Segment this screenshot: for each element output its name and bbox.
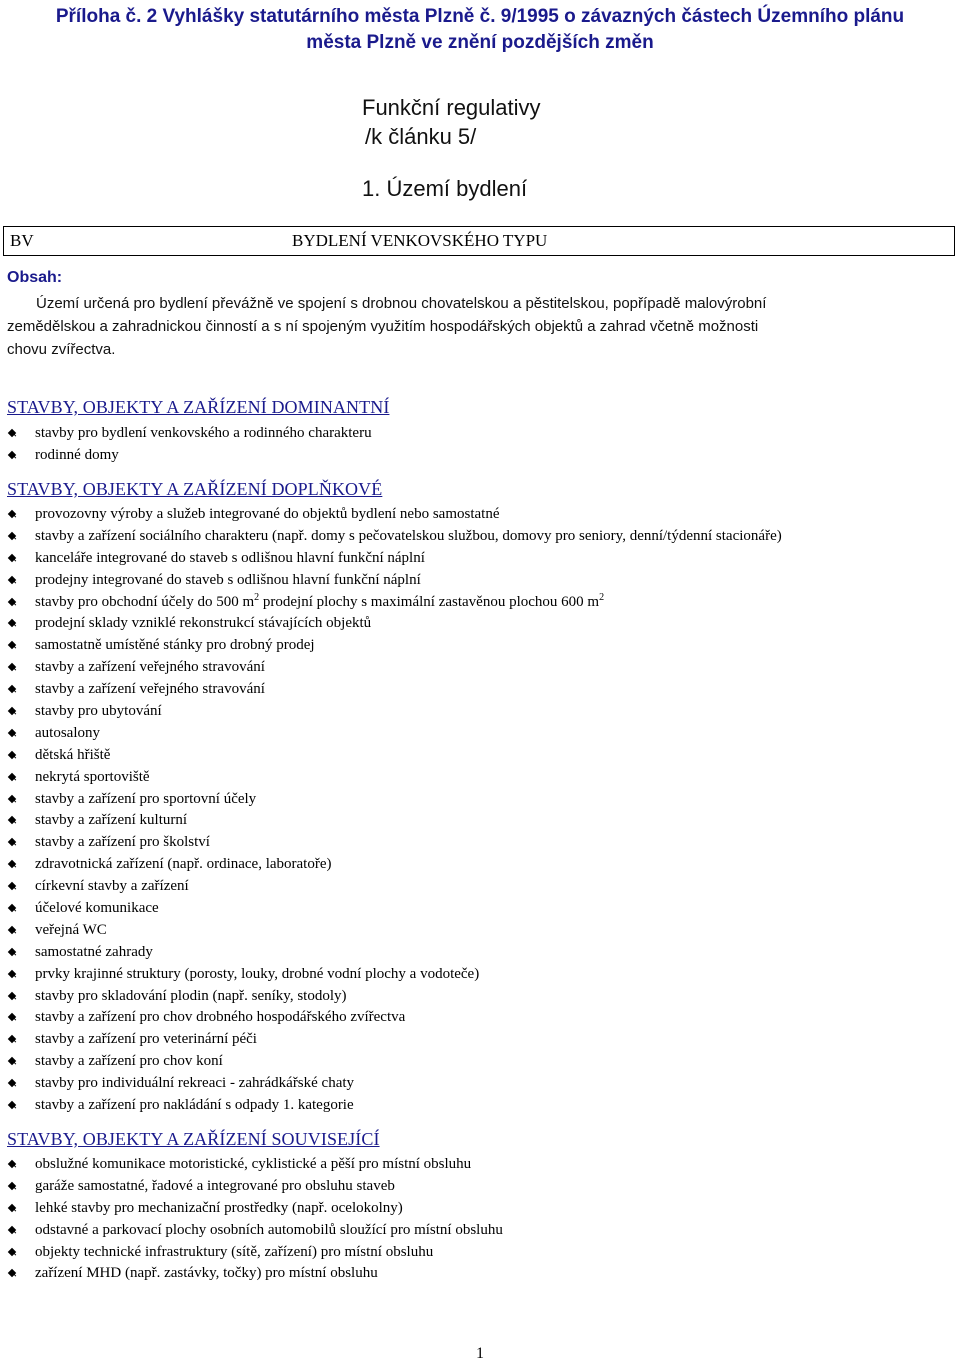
list-item-text: účelové komunikace bbox=[35, 900, 159, 917]
zone-title: BYDLENÍ VENKOVSKÉHO TYPU bbox=[292, 231, 548, 250]
list-item-text: veřejná WC bbox=[35, 921, 107, 938]
list-complementary bbox=[0, 504, 782, 1117]
document-header-line-2: města Plzně ve znění pozdějších změn bbox=[306, 32, 654, 53]
list-item-text: objekty technické infrastruktury (sítě, zařízení) pro místní obsluhu bbox=[35, 1243, 434, 1260]
list-item bbox=[0, 1154, 503, 1176]
list-item bbox=[0, 920, 782, 942]
superscript: 2 bbox=[599, 591, 605, 603]
list-item-text: autosalony bbox=[35, 724, 100, 741]
list-item-text: stavby pro ubytování bbox=[35, 703, 162, 720]
bullet-diamond-icon bbox=[8, 1057, 16, 1065]
list-item-text: stavby a zařízení veřejného stravování bbox=[35, 681, 265, 698]
list-item-text: odstavné a parkovací plochy osobních automobilů sloužící pro místní obsluhu bbox=[35, 1221, 503, 1238]
list-item bbox=[0, 657, 782, 679]
list-item bbox=[0, 423, 372, 445]
bullet-diamond-icon bbox=[8, 948, 16, 956]
list-item-text: stavby a zařízení veřejného stravování bbox=[35, 659, 265, 676]
bullet-diamond-icon bbox=[8, 510, 16, 518]
list-item-text: prodejní sklady vzniklé rekonstrukcí stávajících objektů bbox=[35, 615, 372, 632]
list-item bbox=[0, 445, 372, 467]
page-number: 1 bbox=[476, 1345, 484, 1362]
bullet-diamond-icon bbox=[8, 1269, 16, 1277]
list-item bbox=[0, 1073, 782, 1095]
list-item bbox=[0, 1029, 782, 1051]
list-item bbox=[0, 570, 782, 592]
bullet-diamond-icon bbox=[8, 926, 16, 934]
list-item bbox=[0, 745, 782, 767]
bullet-diamond-icon bbox=[8, 663, 16, 671]
list-item bbox=[0, 1176, 503, 1198]
list-item-text: stavby pro skladování plodin (např. seníky, stodoly) bbox=[35, 987, 347, 1004]
list-item-text: stavby a zařízení pro školství bbox=[35, 834, 210, 851]
bullet-diamond-icon bbox=[8, 619, 16, 627]
bullet-diamond-icon bbox=[8, 1101, 16, 1109]
list-item-text: stavby a zařízení sociálního charakteru (např. domy s pečovatelskou službou, domovy pro seniory, denní/týdenní stacionáře) bbox=[35, 527, 782, 544]
list-item bbox=[0, 986, 782, 1008]
subheading-regulativy: Funkční regulativy bbox=[362, 95, 541, 120]
bullet-diamond-icon bbox=[8, 429, 16, 437]
bullet-diamond-icon bbox=[8, 882, 16, 890]
list-item bbox=[0, 854, 782, 876]
list-item bbox=[0, 1051, 782, 1073]
bullet-diamond-icon bbox=[8, 575, 16, 583]
obsah-line-1: Území určená pro bydlení převážně ve spojení s drobnou chovatelskou a pěstitelskou, popřípadě malovýrobní bbox=[36, 295, 767, 312]
list-item-text: provozovny výroby a služeb integrované do objektů bydlení nebo samostatné bbox=[35, 506, 500, 522]
obsah-label: Obsah: bbox=[7, 269, 63, 286]
list-item bbox=[0, 810, 782, 832]
bullet-diamond-icon bbox=[8, 991, 16, 999]
list-item bbox=[0, 1263, 503, 1285]
bullet-diamond-icon bbox=[8, 838, 16, 846]
bullet-diamond-icon bbox=[8, 1204, 16, 1212]
subheading-territory: 1. Území bydlení bbox=[362, 176, 528, 201]
document-header-line-1: Příloha č. 2 Vyhlášky statutárního města Plzně č. 9/1995 o závazných částech Územního plánu bbox=[55, 6, 905, 27]
list-item-text: nekrytá sportoviště bbox=[35, 768, 150, 785]
list-item bbox=[0, 526, 782, 548]
list-item-text: samostatné zahrady bbox=[35, 943, 153, 960]
list-item bbox=[0, 942, 782, 964]
bullet-diamond-icon bbox=[8, 860, 16, 868]
list-item-text: církevní stavby a zařízení bbox=[35, 878, 189, 895]
bullet-diamond-icon bbox=[8, 451, 16, 459]
zone-code: BV bbox=[10, 231, 34, 250]
bullet-diamond-icon bbox=[8, 751, 16, 759]
list-item-text: samostatně umístěné stánky pro drobný prodej bbox=[35, 637, 315, 654]
list-item-text: lehké stavby pro mechanizační prostředky (např. ocelokolny) bbox=[35, 1199, 403, 1216]
list-item bbox=[0, 789, 782, 811]
list-item-text: stavby a zařízení kulturní bbox=[35, 812, 188, 829]
list-item bbox=[0, 876, 782, 898]
bullet-diamond-icon bbox=[8, 1013, 16, 1021]
list-item bbox=[0, 548, 782, 570]
bullet-diamond-icon bbox=[8, 816, 16, 824]
bullet-diamond-icon bbox=[8, 1225, 16, 1233]
list-item-text: stavby a zařízení pro sportovní účely bbox=[35, 790, 257, 807]
list-item bbox=[0, 504, 782, 526]
bullet-diamond-icon bbox=[8, 685, 16, 693]
list-item bbox=[0, 592, 782, 614]
section-title-complementary: STAVBY, OBJEKTY A ZAŘÍZENÍ DOPLŇKOVÉ bbox=[7, 479, 383, 499]
bullet-diamond-icon bbox=[8, 1182, 16, 1190]
bullet-diamond-icon bbox=[8, 1035, 16, 1043]
list-item bbox=[0, 898, 782, 920]
list-item-text: prodejny integrované do staveb s odlišnou hlavní funkční náplní bbox=[35, 571, 421, 588]
list-item bbox=[0, 1095, 782, 1117]
bullet-diamond-icon bbox=[8, 729, 16, 737]
bullet-diamond-icon bbox=[8, 772, 16, 780]
list-item-text: stavby a zařízení pro veterinární péči bbox=[35, 1031, 257, 1048]
list-item-text: kanceláře integrované do staveb s odlišnou hlavní funkční náplní bbox=[35, 549, 425, 566]
bullet-diamond-icon bbox=[8, 794, 16, 802]
list-item bbox=[0, 1242, 503, 1264]
obsah-paragraph bbox=[7, 292, 947, 361]
list-item bbox=[0, 832, 782, 854]
list-item-text: prvky krajinné struktury (porosty, louky, drobné vodní plochy a vodoteče) bbox=[35, 965, 480, 982]
bullet-diamond-icon bbox=[8, 554, 16, 562]
list-item bbox=[0, 964, 782, 986]
list-item-text: stavby pro obchodní účely do 500 m bbox=[35, 593, 255, 610]
obsah-line-3: chovu zvířectva. bbox=[7, 341, 116, 358]
bullet-diamond-icon bbox=[8, 1247, 16, 1255]
list-item-text: stavby pro bydlení venkovského a rodinného charakteru bbox=[35, 425, 372, 441]
list-item-text-continued: prodejní plochy s maximální zastavěnou plochou 600 m bbox=[259, 593, 600, 610]
list-item-text: zařízení MHD (např. zastávky, točky) pro místní obsluhu bbox=[35, 1265, 378, 1282]
list-item-text: rodinné domy bbox=[35, 446, 119, 463]
list-item-text: zdravotnická zařízení (např. ordinace, laboratoře) bbox=[35, 856, 332, 873]
list-item-text: garáže samostatné, řadové a integrované pro obsluhu staveb bbox=[35, 1177, 395, 1194]
bullet-diamond-icon bbox=[8, 532, 16, 540]
list-item bbox=[0, 679, 782, 701]
list-item-text: stavby a zařízení pro chov drobného hospodářského zvířectva bbox=[35, 1009, 406, 1026]
section-title-dominant: STAVBY, OBJEKTY A ZAŘÍZENÍ DOMINANTNÍ bbox=[7, 397, 390, 417]
list-item bbox=[0, 723, 782, 745]
bullet-diamond-icon bbox=[8, 641, 16, 649]
list-item-text: stavby a zařízení pro chov koní bbox=[35, 1053, 223, 1070]
list-related bbox=[0, 1154, 503, 1285]
list-item bbox=[0, 635, 782, 657]
list-item-text: obslužné komunikace motoristické, cyklistické a pěší pro místní obsluhu bbox=[35, 1156, 472, 1172]
list-item-text: stavby pro individuální rekreaci - zahrádkářské chaty bbox=[35, 1075, 355, 1092]
bullet-diamond-icon bbox=[8, 1079, 16, 1087]
list-item-text: dětská hřiště bbox=[35, 746, 111, 763]
bullet-diamond-icon bbox=[8, 904, 16, 912]
zone-title-box bbox=[3, 226, 955, 256]
list-item bbox=[0, 767, 782, 789]
obsah-line-2: zemědělskou a zahradnickou činností a s ní spojeným využitím hospodářských objektů a zahrad včetně možnosti bbox=[7, 318, 759, 335]
bullet-diamond-icon bbox=[8, 969, 16, 977]
list-item bbox=[0, 1220, 503, 1242]
list-item bbox=[0, 613, 782, 635]
list-item bbox=[0, 1007, 782, 1029]
subheading-article: /k článku 5/ bbox=[365, 124, 477, 149]
superscript: 2 bbox=[254, 591, 260, 603]
list-item bbox=[0, 701, 782, 723]
bullet-diamond-icon bbox=[8, 707, 16, 715]
section-title-related: STAVBY, OBJEKTY A ZAŘÍZENÍ SOUVISEJÍCÍ bbox=[7, 1129, 380, 1149]
list-item-text: stavby a zařízení pro nakládání s odpady 1. kategorie bbox=[35, 1097, 354, 1114]
list-item bbox=[0, 1198, 503, 1220]
list-dominant bbox=[0, 423, 372, 467]
bullet-diamond-icon bbox=[8, 1160, 16, 1168]
bullet-diamond-icon bbox=[8, 597, 16, 605]
